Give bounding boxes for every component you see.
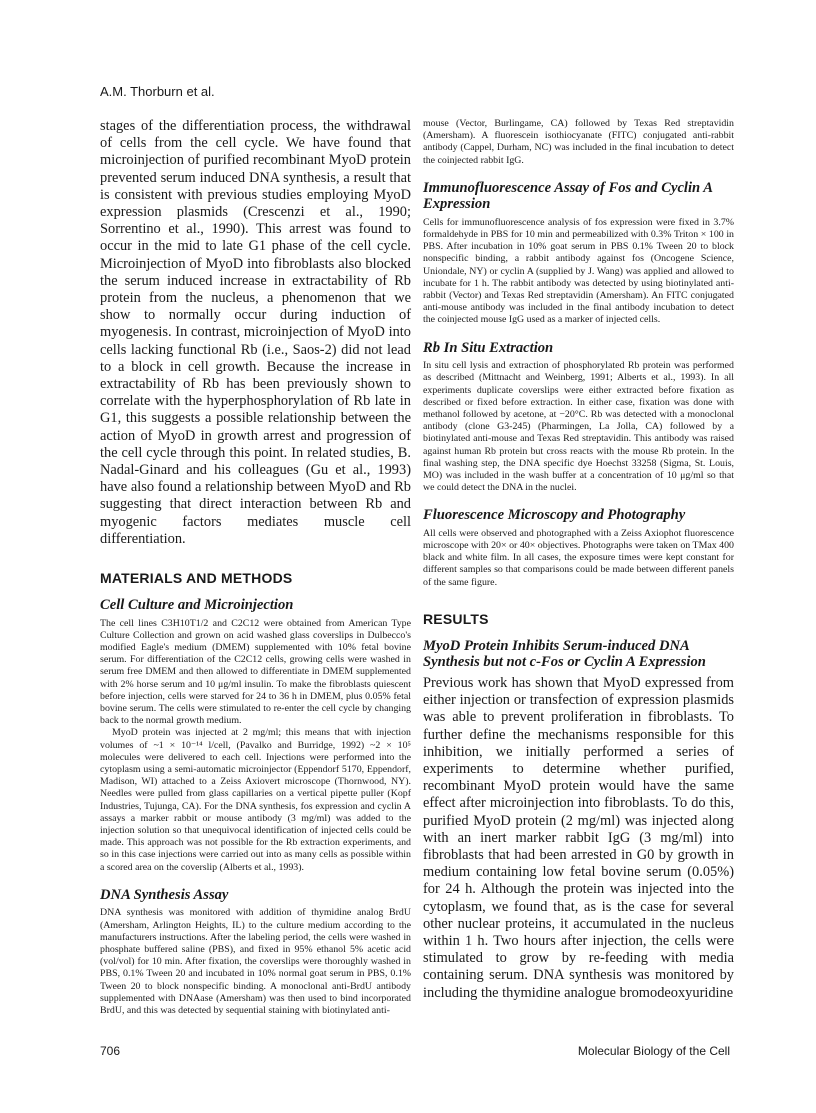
immunofluorescence-heading: Immunofluorescence Assay of Fos and Cyclin A Expression — [423, 179, 713, 213]
results-heading: RESULTS — [423, 610, 489, 627]
results-paragraph: Previous work has shown that MyoD expressed from either injection or transfection of expression plasmids was able to prevent proliferation in fibroblasts. To further define the mechanisms responsible for this inhibition, we initially performed a series of experiments to determine whether purified, recombinant MyoD protein would have the same effect after microinjection into fibroblasts. To do this, purified MyoD protein (2 mg/ml) was injected along with an inert marker rabbit IgG (3 mg/ml) into fibroblasts that had been arrested in G0 by growth in medium containing low fetal bovine serum (0.05%) for 24 h. Although the protein was injected into the cytoplasm, we found that, as is the case for several other nuclear proteins, it accumulated in the nucleus within 1 h. Two hours after injection, the cells were stimulated to grow by re-feeding with media containing serum. DNA synthesis was monitored by including the thymidine analogue bromodeoxyuridine — [423, 674, 734, 1001]
myod-inhibits-heading: MyoD Protein Inhibits Serum-induced DNA Synthesis but not c-Fos or Cyclin A Expression — [423, 637, 706, 671]
right-column — [423, 118, 734, 1002]
cell-culture-paragraph-2: MyoD protein was injected at 2 mg/ml; this means that with injection volumes of ~1 × 10⁻¹⁴ l/cell, (Pavalko and Burridge, 1992) ~2 × 10⁵ molecules were delivered to each cell. Injections were performed into the cytoplasm using a semi-automatic microinjector (Eppendorf 5170, Eppendorf, Madison, WI) attached to a Zeiss Axiovert microscope (Thornwood, NY). Needles were pulled from glass capillaries on a vertical pipette puller (Kopf Industries, Tujunga, CA). For the DNA synthesis, fos expression and cyclin A assays a marker rabbit or mouse antibody (3 mg/ml) was added to the injection solution so that unequivocal identification of injected cells could be made. This approach was not possible for the Rb extraction experiments, and so in this case injections were carried out into as many cells as possible within a scored area on the coverslip (Alberts et al., 1993). — [100, 727, 411, 873]
dna-synthesis-paragraph: DNA synthesis was monitored with addition of thymidine analog BrdU (Amersham, Arlington Heights, IL) to the culture medium according to the manufacturers instructions. After the labeling period, the cells were washed in phosphate buffered saline (PBS), and fixed in 95% ethanol 5% acetic acid (vol/vol) for 10 min. After fixation, the coverslips were thoroughly washed in PBS, 0.1% Tween 20 and incubated in 10% normal goat serum in PBS, 0.1% Tween 20 to block nonspecific binding. A monoclonal anti-BrdU antibody supplemented with DNAase (Amersham) was then used to bind incorporated BrdU, and this was detected by sequential staining with biotinylated anti- — [100, 907, 411, 1016]
cell-culture-paragraph-1: The cell lines C3H10T1/2 and C2C12 were obtained from American Type Culture Collection and grown on acid washed glass coverslips in Dulbecco's modified Eagle's medium (DMEM) supplemented with 10% fetal bovine serum. For differentiation of the C2C12 cells, growing cells were washed in serum free DMEM and then allowed to differentiate in DMEM supplemented with 2% horse serum and 10 μg/ml insulin. To make the fibroblasts quiescent before injection, cells were starved for 24 to 36 h in DMEM, plus 0.05% fetal bovine serum. The cells were stimulated to re-enter the cell cycle by changing back to the normal growth medium. — [100, 617, 411, 727]
rb-extraction-paragraph: In situ cell lysis and extraction of phosphorylated Rb protein was performed as described (Mittnacht and Weinberg, 1991; Alberts et al., 1993). In all experiments duplicate coverslips were either extracted before fixation as described or fixed before extraction. In either case, fixation was done with methanol followed by acetone, at −20°C. Rb was detected with a monoclonal antibody (clone G3-245) (Pharmingen, La Jolla, CA) followed by a biotinylated anti-mouse and Texas Red streptavidin. This antibody was raised against human Rb protein but cross reacts with the mouse Rb protein. In the final washing step, the DNA specific dye Hoechst 33258 (Sigma, St. Louis, MO) was included in the wash buffer at a concentration of 10 μg/ml so that we could detect the DNA in the nuclei. — [423, 360, 734, 494]
microscopy-heading: Fluorescence Microscopy and Photography — [423, 507, 686, 524]
cell-culture-heading: Cell Culture and Microinjection — [100, 597, 294, 614]
journal-name: Molecular Biology of the Cell — [577, 1044, 730, 1058]
dna-synthesis-continued: mouse (Vector, Burlingame, CA) followed by Texas Red streptavidin (Amersham). A fluorescein isothiocyanate (FITC) conjugated anti-rabbit antibody (Cappel, Durham, NC) was included in the final incubation to detect the coinjected rabbit IgG. — [423, 118, 734, 166]
running-head: A.M. Thorburn et al. — [100, 84, 215, 99]
microscopy-paragraph: All cells were observed and photographed with a Zeiss Axiophot fluorescence microscope with 20× or 40× objectives. Photographs were taken on TMax 400 black and white film. In all cases, the exposure times were kept constant for different samples so that comparisons could be made between different panels of the same figure. — [423, 527, 734, 588]
rb-extraction-heading: Rb In Situ Extraction — [423, 339, 554, 356]
materials-methods-heading: MATERIALS AND METHODS — [100, 570, 293, 587]
intro-paragraph: stages of the differentiation process, the withdrawal of cells from the cell cycle. We have found that microinjection of purified recombinant MyoD protein prevented serum induced DNA synthesis, a result that is consistent with previous studies employing MyoD expression plasmids (Crescenzi et al., 1990; Sorrentino et al., 1990). This arrest was found to occur in the mid to late G1 phase of the cell cycle. Microinjection of MyoD into fibroblasts also blocked the serum induced increase in extractability of Rb protein from the nucleus, a phenomenon that we show to normally occur during induction of myogenesis. In contrast, microinjection of MyoD into cells lacking functional Rb (i.e., Saos-2) did not lead to a block in cell growth. Because the increase in extractability of Rb has been previously shown to correlate with the hyperphosphorylation of Rb late in G1, this suggests a possible relationship between the action of MyoD in growth arrest and progression of the cell cycle through this point. In related studies, B. Nadal-Ginard and his colleagues (Gu et al., 1993) have also found a relationship between MyoD and Rb suggesting that direct interaction between Rb and myogenic factors mediates muscle cell differentiation. — [100, 118, 411, 547]
left-column — [100, 118, 411, 1017]
page-number: 706 — [100, 1044, 121, 1058]
immunofluorescence-paragraph: Cells for immunofluorescence analysis of fos expression were fixed in 3.7% formaldehyde in PBS for 10 min and permeabilized with 0.3% Triton × 100 in PBS. After incubation in 10% goat serum in PBS 0.1% Tween 20 to block nonspecific binding, a rabbit antibody against fos (Oncogene Science, Uniondale, NY) or cyclin A (supplied by J. Wang) was applied and allowed to incubate for 1 h. The rabbit antibody was detected by using biotinylated anti-rabbit (Vector) and Texas Red streptavidin (Amersham). An FITC conjugated anti-mouse antibody was included in the final antibody incubation to detect the coinjected mouse IgG used as a marker of injected cells. — [423, 216, 734, 326]
dna-synthesis-heading: DNA Synthesis Assay — [100, 886, 229, 903]
